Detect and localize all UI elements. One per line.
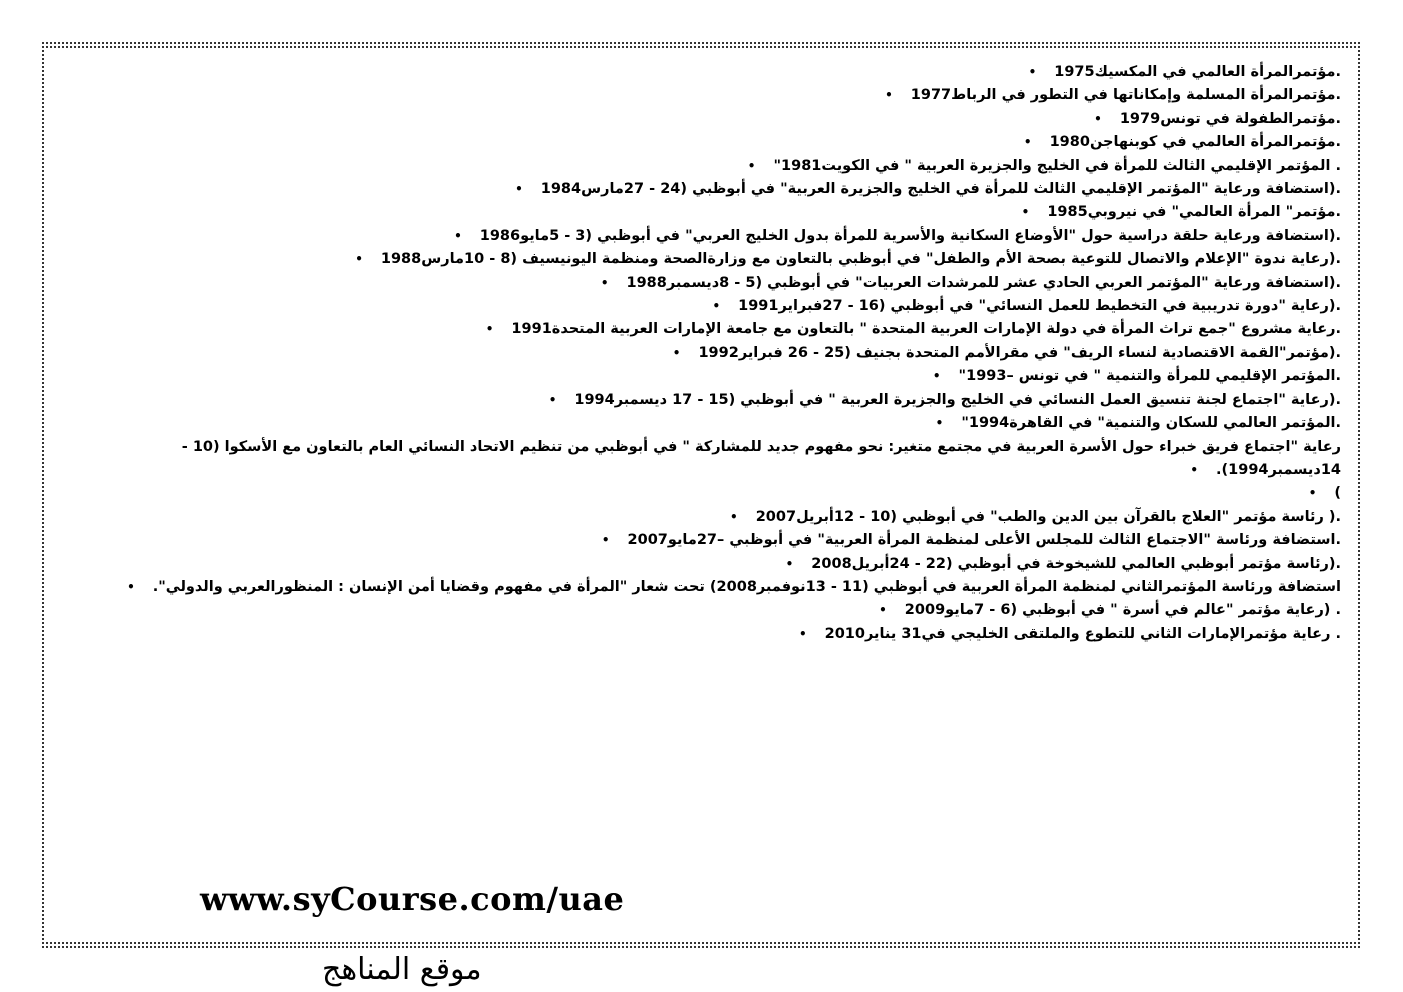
list-item — [91, 225, 1341, 248]
list-item-text: .رعاية مشروع "جمع تراث المرأة في دولة الإمارات العربية المتحدة " بالتعاون مع جامعة الإمارات العربية المتحدة1991 — [511, 321, 1341, 338]
list-item-text: .مؤتمرالمرأة المسلمة وإمكاناتها في التطور في الرباط1977 — [910, 87, 1341, 104]
list-item — [91, 201, 1341, 224]
bullet-icon: • — [127, 579, 135, 594]
list-item — [91, 248, 1341, 271]
bullet-icon: • — [548, 392, 557, 407]
list-item — [91, 389, 1341, 412]
list-item-text: استضافة ورئاسة المؤتمرالثاني لمنظمة المرأة العربية في أبوظبي (11 - 13نوفمبر2008) تحت شعار "المرأة في مفهوم وقضايا أمن الإنسان : المنظورالعربي والدولي". — [152, 578, 1341, 595]
list-item-text: .(استضافة ورعاية "المؤتمر العربي الحادي عشر للمرشدات العربيات" في أبوظبي (5 - 8ديسمبر1988 — [626, 274, 1341, 291]
list-item — [91, 365, 1341, 388]
bullet-icon: • — [601, 533, 610, 548]
list-item — [91, 155, 1341, 178]
list-item-text: .(استضافة ورعاية "المؤتمر الإقليمي الثالث للمرأة في الخليج والجزيرة العربية" في أبوظبي (24 - 27مارس1984 — [540, 181, 1341, 198]
list-item — [91, 295, 1341, 318]
list-item-text: .(رعاية "دورة تدريبية في التخطيط للعمل النسائي" في أبوظبي (16 - 27فبراير1991 — [738, 298, 1341, 315]
list-item — [91, 61, 1341, 84]
bullet-icon: • — [485, 322, 494, 337]
list-item — [91, 412, 1341, 435]
bullet-icon: • — [1190, 462, 1198, 477]
conference-list — [91, 61, 1341, 646]
site-name-label: موقع المناهج — [322, 952, 482, 987]
bullet-icon: • — [879, 603, 887, 618]
bullet-icon: • — [785, 556, 794, 571]
bullet-icon: • — [747, 158, 756, 173]
list-item — [91, 576, 1341, 599]
bullet-icon: • — [1023, 135, 1032, 150]
bullet-icon: • — [1308, 486, 1317, 501]
list-item-text: . المؤتمر الإقليمي الثالث للمرأة في الخليج والجزيرة العربية " في الكويت1981" — [773, 157, 1341, 174]
list-item-text: .(استضافة ورعاية حلقة دراسية حول "الأوضاع السكانية والأسرية للمرأة بدول الخليج العربي" في أبوظبي (3 - 5مايو1986 — [479, 227, 1341, 244]
list-item — [91, 84, 1341, 107]
list-item — [91, 529, 1341, 552]
list-item — [91, 108, 1341, 131]
bullet-icon: • — [712, 299, 721, 314]
list-item-text: .مؤتمرالمرأة العالمي في كوبنهاجن1980 — [1049, 134, 1341, 151]
list-item — [91, 272, 1341, 295]
list-item-text: رعاية "اجتماع فريق خبراء حول الأسرة العربية في مجتمع متغير: نحو مفهوم جديد للمشاركة " في أبوظبي من تنظيم الاتحاد النسائي العام بالتعاون مع الأسكوا (10 - 14ديسمبر1994). — [181, 438, 1341, 478]
website-url[interactable]: www.syCourse.com/uae — [200, 880, 625, 918]
list-item-text: .(رعاية "اجتماع لجنة تنسيق العمل النسائي في الخليج والجزيرة العربية " في أبوظبي (15 - 17 ديسمبر1994 — [574, 391, 1341, 408]
bullet-icon: • — [515, 182, 523, 197]
list-item — [91, 553, 1341, 576]
list-item — [91, 342, 1341, 365]
bullet-icon: • — [730, 509, 738, 524]
list-item-text: . رعاية مؤتمرالإمارات الثاني للتطوع والملتقى الخليجي في31 يناير2010 — [824, 625, 1341, 642]
list-item-text: .مؤتمرالمرأة العالمي في المكسيك1975 — [1054, 64, 1341, 80]
bullet-icon: • — [1028, 65, 1037, 79]
list-item-text: .(رعاية ندوة "الإعلام والاتصال للتوعية بصحة الأم والطفل" في أبوظبي بالتعاون مع وزارةالصحة ومنظمة اليونيسيف (8 - 10مارس1988 — [380, 251, 1341, 268]
list-item — [91, 318, 1341, 341]
list-item-text: .(مؤتمر"القمة الاقتصادية لنساء الريف" في مقرالأمم المتحدة بجنيف (25 - 26 فبراير1992 — [698, 344, 1341, 361]
bullet-icon: • — [932, 369, 941, 384]
list-item — [91, 178, 1341, 201]
list-item-text: ) — [1334, 485, 1341, 502]
list-item — [91, 623, 1341, 646]
bullet-icon: • — [454, 228, 462, 243]
list-item — [91, 506, 1341, 529]
list-item-text: .(رئاسة مؤتمر أبوظبي العالمي للشيخوخة في أبوظبي (22 - 24أبريل2008 — [811, 555, 1341, 572]
list-item — [91, 599, 1341, 622]
bullet-icon: • — [885, 88, 893, 103]
bullet-icon: • — [1094, 111, 1102, 126]
bullet-icon: • — [935, 416, 944, 431]
bullet-icon: • — [798, 626, 807, 641]
list-item-text: . (رعاية مؤتمر "عالم في أسرة " في أبوظبي (6 - 7مايو2009 — [904, 602, 1341, 619]
list-item-text: .مؤتمر" المرأة العالمي" في نيروبي1985 — [1047, 204, 1341, 221]
bullet-icon: • — [1021, 205, 1030, 220]
list-item-text: .المؤتمر الإقليمي للمرأة والتنمية " في تونس –1993" — [958, 368, 1341, 385]
list-item-text: .مؤتمرالطفولة في تونس1979 — [1119, 110, 1341, 127]
bullet-icon: • — [600, 275, 609, 290]
list-item-text: .المؤتمر العالمي للسكان والتنمية" في القاهرة1994" — [961, 415, 1341, 432]
list-item-text: .( رئاسة مؤتمر "العلاج بالقرآن بين الدين والطب" في أبوظبي (10 - 12أبريل2007 — [755, 508, 1341, 525]
bullet-icon: • — [355, 252, 363, 267]
list-item — [91, 482, 1341, 505]
list-item-text: .استضافة ورئاسة "الاجتماع الثالث للمجلس الأعلى لمنظمة المرأة العربية" في أبوظبي –27مايو2007 — [627, 532, 1341, 549]
list-item — [91, 131, 1341, 154]
bullet-icon: • — [672, 345, 681, 360]
list-item — [91, 436, 1341, 483]
